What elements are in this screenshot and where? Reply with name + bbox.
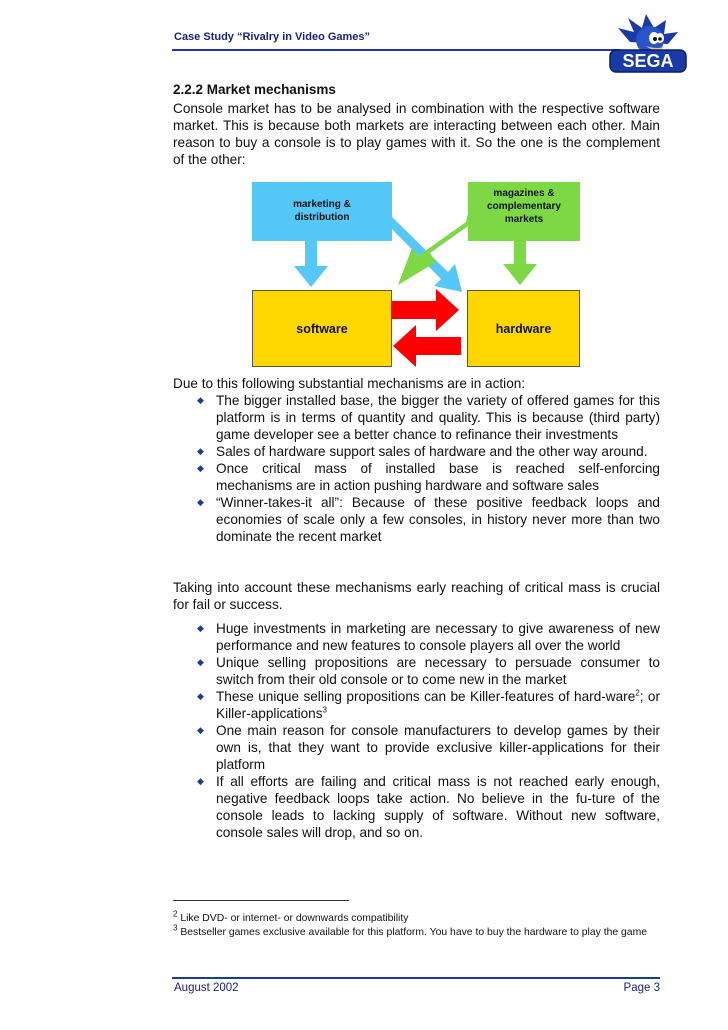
list-item: ◆ Sales of hardware support sales of hardware and the other way around. bbox=[197, 444, 648, 459]
diamond-bullet-icon: ◆ bbox=[197, 623, 204, 633]
diamond-bullet-icon: ◆ bbox=[197, 691, 204, 701]
footnote-ref-3[interactable]: 3 bbox=[322, 705, 327, 715]
list-item: ◆ These unique selling propositions can be Killer-features of hard-ware$^2$; or Killer-applications$^3$ bbox=[197, 688, 661, 721]
mechanisms-intro: Due to this following substantial mechanisms are in action: bbox=[173, 376, 526, 391]
diamond-bullet-icon: ◆ bbox=[197, 497, 204, 507]
sega-logo bbox=[608, 12, 688, 74]
header-title: Case Study “Rivalry in Video Games” bbox=[174, 31, 371, 43]
svg-text:SEGA: SEGA bbox=[622, 51, 674, 71]
magazines-markets-box bbox=[468, 182, 580, 241]
diamond-bullet-icon: ◆ bbox=[197, 463, 204, 473]
diamond-bullet-icon: ◆ bbox=[197, 725, 204, 735]
hardware-box bbox=[467, 290, 580, 367]
footer-date: August 2002 bbox=[174, 982, 239, 994]
arrow-marketing-to-software bbox=[294, 241, 328, 287]
footnote-rule bbox=[173, 900, 349, 901]
list-item: ◆ One main reason for console manufacturers to develop games by their own is, that they want to provide exclusive killer-applications for their platform bbox=[197, 723, 660, 772]
list-item: ◆ Once critical mass of installed base is reached self-enforcing mechanisms are in action pushing hardware and software sales bbox=[197, 461, 660, 493]
section-title: 2.2.2 Market mechanisms bbox=[173, 82, 336, 97]
arrow-software-to-hardware bbox=[391, 289, 459, 331]
software-box bbox=[252, 290, 392, 367]
diamond-bullet-icon: ◆ bbox=[197, 776, 204, 786]
footer-rule bbox=[172, 977, 660, 979]
magazines-label-line2: complementary bbox=[487, 201, 561, 212]
mechanisms-list bbox=[173, 392, 660, 545]
list-item: ◆ The bigger installed base, the bigger the variety of offered games for this platform is in terms of quantity and quality. This is because (third party) game developer see a better chance to refinance their investments bbox=[197, 393, 660, 442]
marketing-label-line2: distribution bbox=[294, 212, 350, 223]
footnote-3: $^3$ Bestseller games exclusive available for this platform. You have to buy the hardware to play the game bbox=[173, 923, 648, 938]
header-rule bbox=[172, 49, 620, 51]
footnote-ref-2[interactable]: 2 bbox=[635, 688, 640, 698]
intro-paragraph: Console market has to be analysed in combination with the respective software market. This is because both markets are interacting between each other. Main reason to buy a console is to play games with it. So the one is the complement of the other: bbox=[173, 101, 660, 167]
footnote-2: $^2$ Like DVD- or internet- or downwards compatibility bbox=[173, 909, 409, 924]
critical-mass-intro: Taking into account these mechanisms early reaching of critical mass is crucial for fail or success. bbox=[173, 580, 660, 612]
list-item: ◆ Huge investments in marketing are necessary to give awareness of new performance and new features to console players all over the world bbox=[197, 621, 660, 653]
critical-mass-list bbox=[173, 620, 660, 841]
magazines-label-line3: markets bbox=[504, 214, 544, 225]
marketing-label-line1: marketing & bbox=[293, 199, 351, 210]
marketing-distribution-box bbox=[252, 182, 392, 241]
arrow-magazines-to-hardware bbox=[503, 241, 537, 285]
arrow-hardware-to-software bbox=[393, 325, 461, 367]
magazines-label-line1: magazines & bbox=[493, 188, 555, 199]
list-item: ◆ If all efforts are failing and critical mass is not reached early enough, negative feedback loops take action. No believe in the fu-ture of the console leads to lacking supply of software. Without new software, console sales will drop, and so on. bbox=[197, 774, 660, 840]
list-item: ◆ Unique selling propositions are necessary to persuade consumer to switch from their old console or to come new in the market bbox=[197, 655, 660, 687]
software-label: software bbox=[296, 322, 348, 336]
diamond-bullet-icon: ◆ bbox=[197, 446, 204, 456]
arrow-magazines-to-software bbox=[398, 205, 478, 285]
diamond-bullet-icon: ◆ bbox=[197, 395, 204, 405]
diamond-bullet-icon: ◆ bbox=[197, 657, 204, 667]
hardware-label: hardware bbox=[495, 322, 552, 336]
list-item: ◆ “Winner-takes-it all”: Because of these positive feedback loops and economies of scale only a few consoles, in history never more than two dominate the recent market bbox=[197, 495, 660, 544]
footer-page-number: Page 3 bbox=[623, 982, 660, 994]
